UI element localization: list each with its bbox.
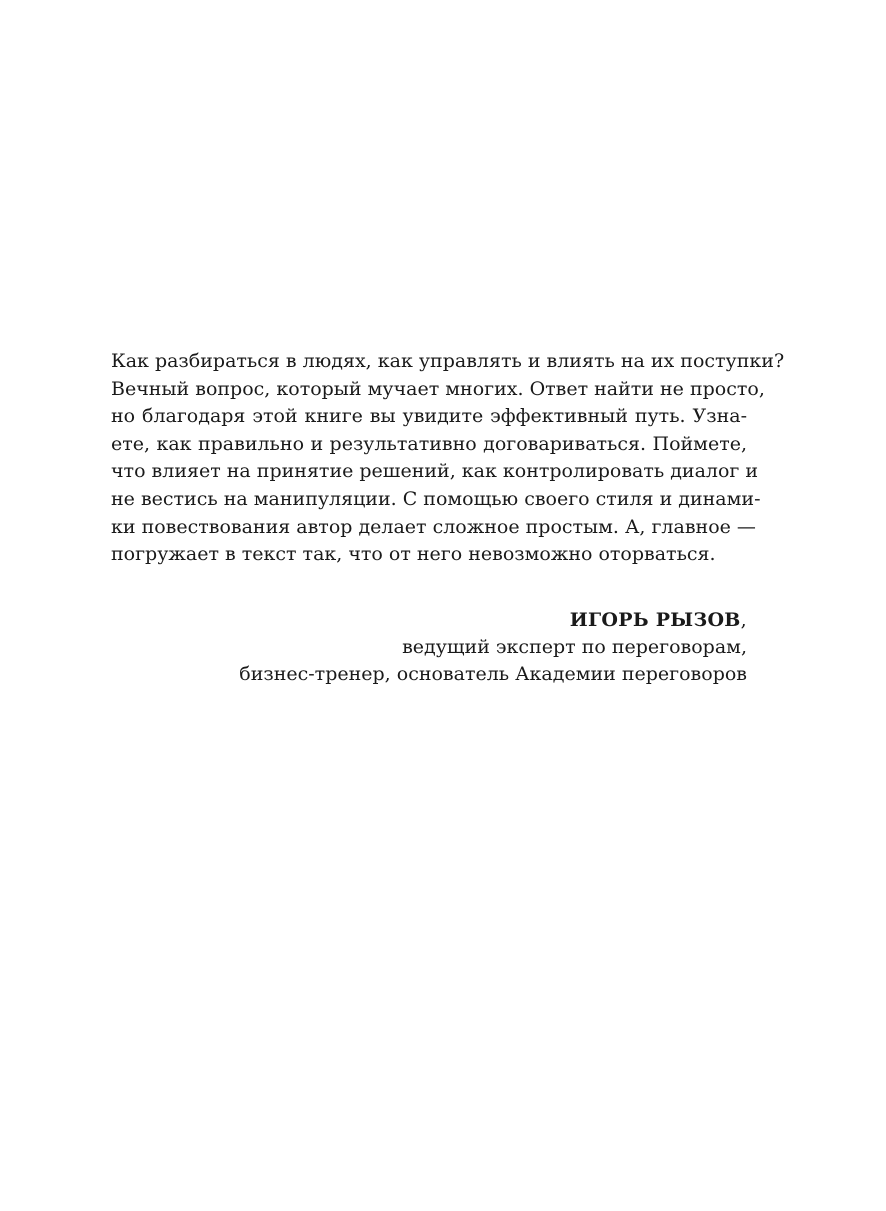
quote-line-6: не вестись на манипуляции. С помощью своего стиля и динами- — [111, 487, 761, 510]
quote-line-8: погружает в текст так, что от него невозможно оторваться. — [111, 543, 716, 566]
author-role-line-2: бизнес-тренер, основатель Академии переговоров — [239, 663, 747, 685]
author-role-line-1: ведущий эксперт по переговорам, — [402, 636, 747, 658]
attribution — [239, 607, 747, 688]
author-name-comma: , — [740, 609, 747, 631]
author-name: ИГОРЬ РЫЗОВ — [569, 609, 741, 631]
quote-line-1: Как разбираться в людях, как управлять и влиять на их поступки? — [111, 350, 785, 372]
quote-line-5: что влияет на принятие решений, как контролировать диалог и — [111, 460, 759, 483]
quote-line-2: Вечный вопрос, который мучает многих. Ответ найти не просто, — [111, 377, 765, 400]
quote-line-7: ки повествования автор делает сложное простым. А, главное — — [111, 515, 756, 538]
quote-paragraph — [111, 348, 785, 569]
author-name-line — [239, 607, 747, 634]
quote-line-4: ете, как правильно и результативно договариваться. Поймете, — [111, 432, 747, 455]
quote-line-3: но благодаря этой книге вы увидите эффективный путь. Узна- — [111, 405, 747, 428]
